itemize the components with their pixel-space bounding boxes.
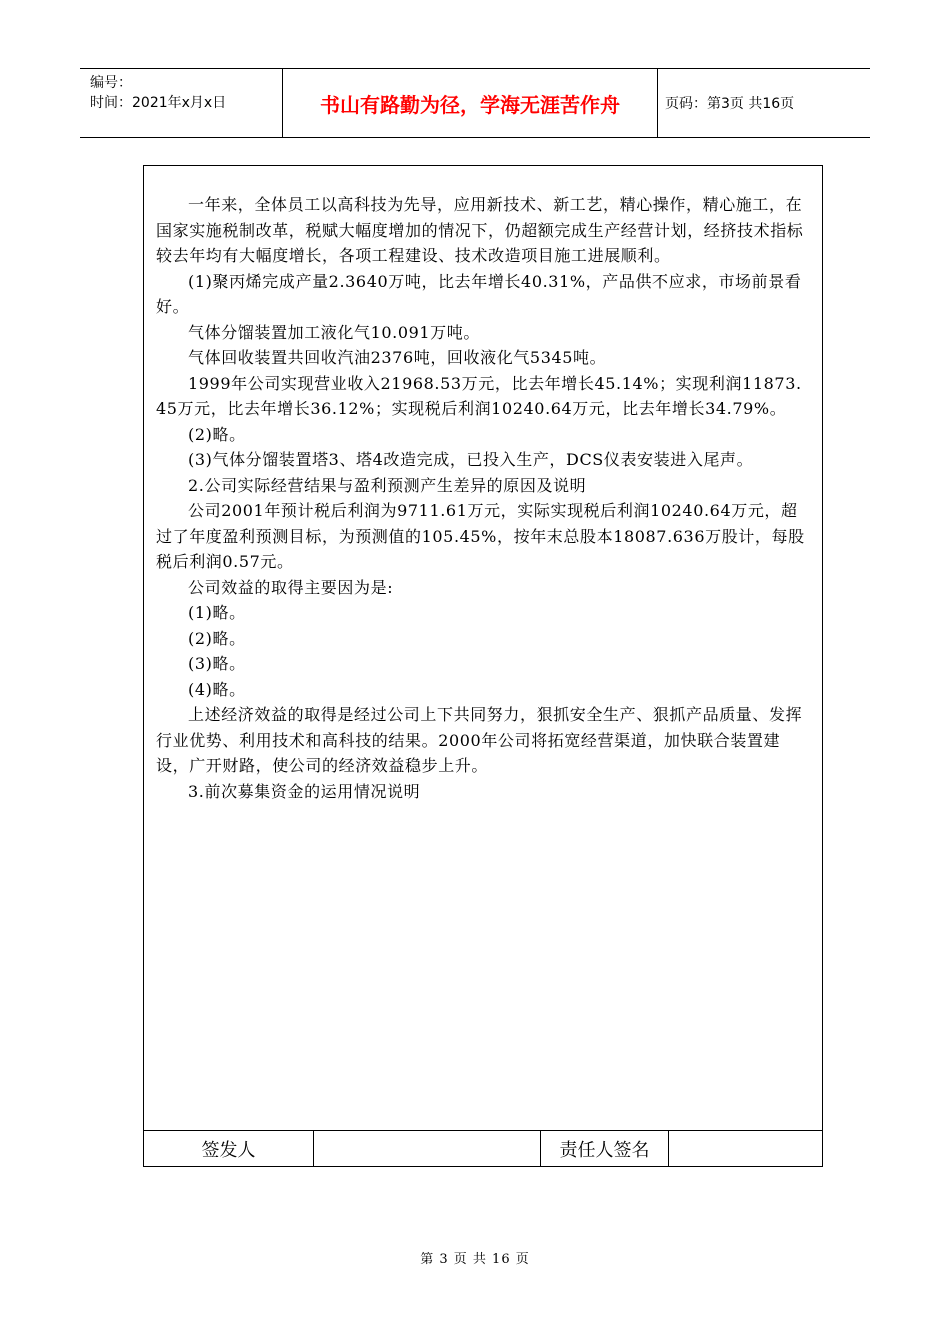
section-heading: 2.公司实际经营结果与盈利预测产生差异的原因及说明 [188, 475, 587, 495]
paragraph: (1)略。 [188, 603, 246, 622]
responsible-label: 责任人签名 [541, 1131, 669, 1166]
header-meta [80, 69, 283, 137]
paragraph: (1)聚丙烯完成产量2.3640万吨，比去年增长40.31%，产品供不应求，市场前景看好。 [156, 271, 802, 316]
paragraph: 公司2001年预计税后利润为9711.61万元，实际实现税后利润10240.64万元，超过了年度盈利预测目标，为预测值的105.45%，按年末总股本18087.636万股计，每股税后利润0.57元。 [156, 501, 805, 571]
header-page-info: 页码：第3页 共16页 [665, 96, 795, 112]
paragraph: (2)略。 [188, 424, 246, 444]
paragraph: (3)略。 [188, 654, 246, 673]
paragraph: 气体回收装置共回收汽油2376吨，回收液化气5345吨。 [188, 348, 607, 367]
paragraph: 1999年公司实现营业收入21968.53万元，比去年增长45.14%；实现利润11873.45万元，比去年增长36.12%；实现税后利润10240.64万元，比去年增长34.79%。 [156, 373, 802, 418]
issuer-field[interactable] [314, 1131, 541, 1166]
paragraph: 气体分馏装置加工液化气10.091万吨。 [188, 322, 480, 342]
paragraph: (2)略。 [188, 628, 246, 648]
document-header [80, 68, 870, 138]
body-text [156, 192, 812, 804]
document-date: 时间：2021年x月x日 [90, 95, 227, 111]
content-box [143, 165, 823, 1167]
paragraph: 公司效益的取得主要因为是: [188, 577, 394, 597]
paragraph: 上述经济效益的取得是经过公司上下共同努力，狠抓安全生产、狠抓产品质量、发挥行业优势、利用技术和高科技的结果。2000年公司将拓宽经营渠道，加快联合装置建设，广开财路，使公司的经济效益稳步上升。 [156, 705, 803, 775]
document-number-label: 编号： [90, 75, 132, 91]
responsible-signature-field[interactable] [669, 1131, 822, 1166]
paragraph: (4)略。 [188, 679, 246, 699]
signature-row [144, 1130, 822, 1166]
paragraph: 一年来，全体员工以高科技为先导，应用新技术、新工艺，精心操作，精心施工，在国家实施税制改革，税赋大幅度增加的情况下，仍超额完成生产经营计划，经挤技术指标较去年均有大幅度增长，各项工程建设、技术改造项目施工进展顺利。 [156, 195, 804, 265]
paragraph: (3)气体分馏装置塔3、塔4改造完成，已投入生产，DCS仪表安装进入尾声。 [188, 450, 754, 469]
page-footer: 第 3 页 共 16 页 [420, 1252, 530, 1267]
header-motto: 书山有路勤为径，学海无涯苦作舟 [283, 69, 658, 137]
issuer-label: 签发人 [144, 1131, 314, 1166]
section-heading: 3.前次募集资金的运用情况说明 [188, 781, 421, 801]
